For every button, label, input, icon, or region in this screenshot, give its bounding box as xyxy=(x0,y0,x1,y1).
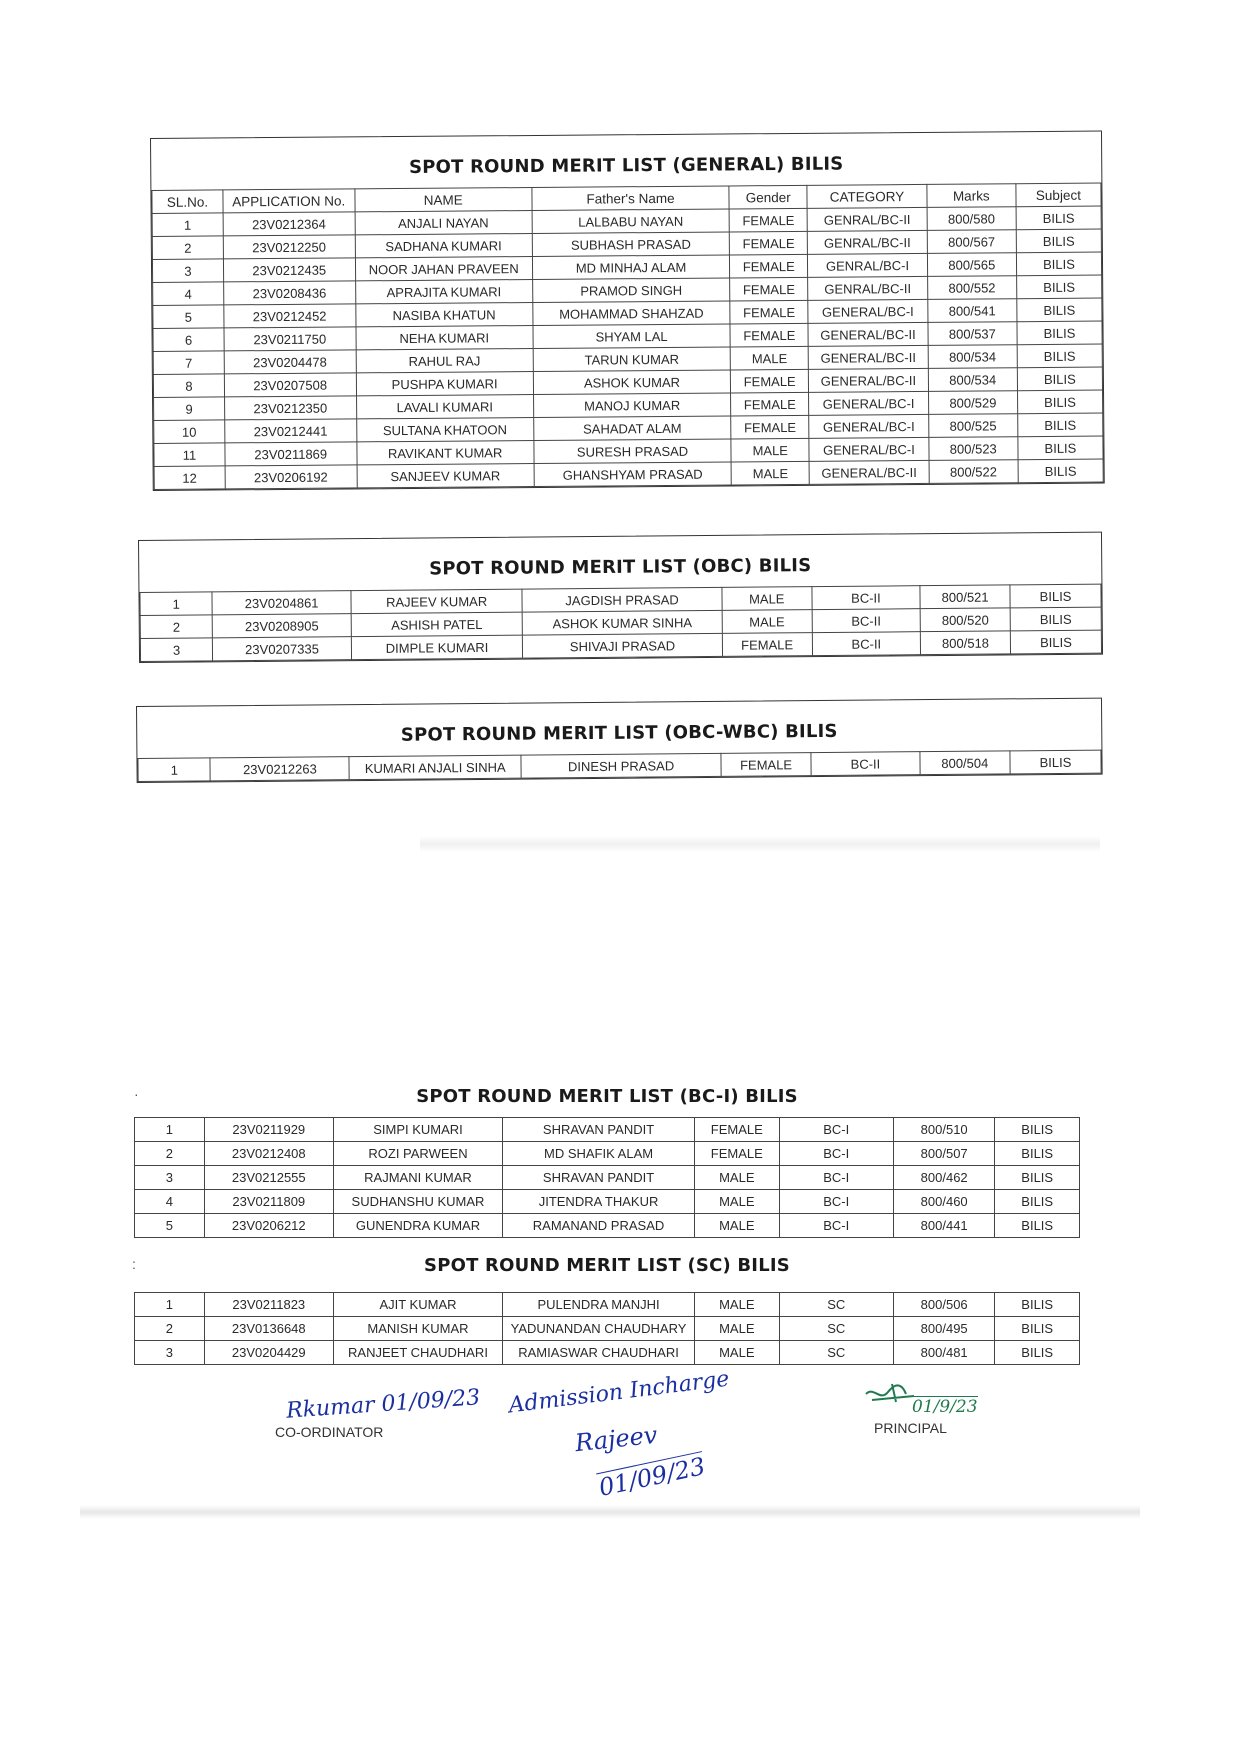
table-row xyxy=(135,1142,1080,1166)
cell-sl-no: 4 xyxy=(153,282,224,306)
cell-category: SC xyxy=(779,1293,893,1317)
cell-application-no: 23V0211823 xyxy=(204,1293,333,1317)
cell-application-no: 23V0211809 xyxy=(204,1190,333,1214)
general-merit-list xyxy=(150,131,1105,491)
cell-marks: 800/523 xyxy=(929,437,1018,461)
cell-gender: FEMALE xyxy=(695,1118,780,1142)
cell-application-no: 23V0212435 xyxy=(223,258,355,282)
cell-sl-no: 4 xyxy=(135,1190,205,1214)
table-row xyxy=(135,1214,1080,1238)
cell-marks: 800/552 xyxy=(927,276,1016,300)
cell-subject: BILIS xyxy=(1017,321,1102,345)
cell-marks: 800/534 xyxy=(928,368,1017,392)
table-row xyxy=(135,1118,1080,1142)
cell-marks: 800/529 xyxy=(928,391,1017,415)
cell-sl-no: 10 xyxy=(154,420,225,444)
cell-student-name: SULTANA KHATOON xyxy=(356,417,533,441)
scan-dot: : xyxy=(132,1256,136,1272)
cell-subject: BILIS xyxy=(1010,750,1101,774)
cell-application-no: 23V0207508 xyxy=(224,373,356,397)
cell-student-name: SUDHANSHU KUMAR xyxy=(333,1190,502,1214)
col-header-category: CATEGORY xyxy=(807,184,927,208)
cell-father-name: SURESH PRASAD xyxy=(534,439,732,464)
cell-gender: MALE xyxy=(722,587,812,611)
cell-subject: BILIS xyxy=(1018,413,1103,437)
cell-subject: BILIS xyxy=(1016,252,1101,276)
cell-subject: BILIS xyxy=(1010,607,1101,631)
bc1-table xyxy=(134,1117,1080,1238)
cell-father-name: SUBHASH PRASAD xyxy=(532,232,730,257)
cell-father-name: TARUN KUMAR xyxy=(533,347,731,372)
cell-student-name: ROZI PARWEEN xyxy=(333,1142,502,1166)
cell-student-name: RAJEEV KUMAR xyxy=(351,589,523,613)
cell-student-name: RAVIKANT KUMAR xyxy=(356,440,533,464)
principal-label: PRINCIPAL xyxy=(874,1420,947,1436)
cell-student-name: NOOR JAHAN PRAVEEN xyxy=(355,257,532,281)
cell-category: SC xyxy=(779,1317,893,1341)
cell-father-name: SHYAM LAL xyxy=(533,324,731,349)
table-row xyxy=(135,1190,1080,1214)
cell-gender: FEMALE xyxy=(730,231,808,255)
cell-father-name: SAHADAT ALAM xyxy=(533,416,731,441)
cell-category: SC xyxy=(779,1341,893,1365)
cell-father-name: RAMIASWAR CHAUDHARI xyxy=(503,1341,695,1365)
admission-incharge-date: 01/09/23 xyxy=(596,1452,708,1502)
cell-application-no: 23V0207335 xyxy=(213,637,352,661)
cell-student-name: NEHA KUMARI xyxy=(356,325,533,349)
cell-subject: BILIS xyxy=(1017,298,1102,322)
cell-sl-no: 3 xyxy=(135,1166,205,1190)
scan-artifact xyxy=(80,1505,1140,1519)
cell-student-name: AJIT KUMAR xyxy=(333,1293,502,1317)
cell-subject: BILIS xyxy=(995,1293,1080,1317)
cell-category: BC-I xyxy=(779,1166,893,1190)
cell-sl-no: 2 xyxy=(135,1317,205,1341)
cell-sl-no: 1 xyxy=(135,1118,205,1142)
cell-subject: BILIS xyxy=(1016,275,1101,299)
cell-application-no: 23V0212263 xyxy=(210,757,349,781)
cell-sl-no: 8 xyxy=(153,374,224,398)
cell-father-name: SHRAVAN PANDIT xyxy=(503,1118,695,1142)
cell-gender: FEMALE xyxy=(731,392,809,416)
cell-student-name: NASIBA KHATUN xyxy=(355,303,532,327)
cell-category: BC-II xyxy=(812,586,921,610)
cell-sl-no: 2 xyxy=(135,1142,205,1166)
cell-father-name: SHIVAJI PRASAD xyxy=(523,633,723,658)
cell-marks: 800/506 xyxy=(893,1293,994,1317)
cell-marks: 800/507 xyxy=(893,1142,994,1166)
col-header-father: Father's Name xyxy=(532,186,730,211)
sc-merit-list xyxy=(134,1255,1080,1365)
cell-application-no: 23V0206212 xyxy=(204,1214,333,1238)
cell-marks: 800/565 xyxy=(927,253,1016,277)
cell-marks: 800/495 xyxy=(893,1317,994,1341)
cell-marks: 800/510 xyxy=(893,1118,994,1142)
cell-sl-no: 3 xyxy=(135,1341,205,1365)
cell-category: GENERAL/BC-I xyxy=(809,437,929,461)
cell-marks: 800/481 xyxy=(893,1341,994,1365)
cell-application-no: 23V0208905 xyxy=(212,614,351,638)
cell-category: BC-II xyxy=(811,752,920,776)
cell-sl-no: 5 xyxy=(135,1214,205,1238)
col-header-application: APPLICATION No. xyxy=(223,189,355,213)
cell-sl-no: 9 xyxy=(154,397,225,421)
cell-marks: 800/441 xyxy=(893,1214,994,1238)
cell-category: GENERAL/BC-II xyxy=(808,345,928,369)
cell-sl-no: 1 xyxy=(135,1293,205,1317)
cell-marks: 800/518 xyxy=(920,631,1010,655)
cell-student-name: KUMARI ANJALI SINHA xyxy=(349,755,521,779)
cell-category: GENERAL/BC-I xyxy=(808,299,928,323)
cell-application-no: 23V0204861 xyxy=(212,591,351,615)
cell-application-no: 23V0136648 xyxy=(204,1317,333,1341)
scan-artifact xyxy=(420,836,1100,852)
cell-father-name: DINESH PRASAD xyxy=(521,753,721,778)
cell-category: BC-I xyxy=(779,1214,893,1238)
cell-gender: FEMALE xyxy=(721,753,811,777)
cell-category: BC-II xyxy=(812,632,921,656)
cell-father-name: PULENDRA MANJHI xyxy=(503,1293,695,1317)
cell-application-no: 23V0212408 xyxy=(204,1142,333,1166)
cell-gender: FEMALE xyxy=(730,254,808,278)
cell-subject: BILIS xyxy=(1016,229,1101,253)
cell-student-name: RANJEET CHAUDHARI xyxy=(333,1341,502,1365)
cell-sl-no: 1 xyxy=(152,213,223,237)
cell-subject: BILIS xyxy=(1016,206,1101,230)
obc-title: SPOT ROUND MERIT LIST (OBC) BILIS xyxy=(429,555,812,580)
sc-title: SPOT ROUND MERIT LIST (SC) BILIS xyxy=(424,1255,790,1276)
cell-father-name: GHANSHYAM PRASAD xyxy=(534,462,732,487)
cell-marks: 800/580 xyxy=(927,207,1016,231)
scan-dot: · xyxy=(134,1086,139,1102)
coordinator-label: CO-ORDINATOR xyxy=(275,1424,384,1440)
cell-category: BC-I xyxy=(779,1190,893,1214)
col-header-subject: Subject xyxy=(1016,183,1101,207)
cell-marks: 800/522 xyxy=(929,460,1018,484)
cell-gender: MALE xyxy=(695,1166,780,1190)
cell-subject: BILIS xyxy=(995,1118,1080,1142)
cell-gender: FEMALE xyxy=(730,323,808,347)
cell-subject: BILIS xyxy=(1017,390,1102,414)
obc-wbc-title: SPOT ROUND MERIT LIST (OBC-WBC) BILIS xyxy=(400,720,838,746)
cell-subject: BILIS xyxy=(1017,344,1102,368)
cell-student-name: DIMPLE KUMARI xyxy=(351,635,523,659)
cell-subject: BILIS xyxy=(995,1317,1080,1341)
cell-application-no: 23V0204478 xyxy=(224,350,356,374)
cell-father-name: RAMANAND PRASAD xyxy=(503,1214,695,1238)
cell-father-name: MD SHAFIK ALAM xyxy=(503,1142,695,1166)
cell-student-name: SIMPI KUMARI xyxy=(333,1118,502,1142)
col-header-gender: Gender xyxy=(729,185,807,209)
obc-merit-list xyxy=(138,532,1103,663)
cell-application-no: 23V0211750 xyxy=(224,327,356,351)
col-header-marks: Marks xyxy=(927,184,1016,208)
cell-sl-no: 1 xyxy=(140,592,213,616)
cell-father-name: MD MINHAJ ALAM xyxy=(532,255,730,280)
cell-sl-no: 2 xyxy=(152,236,223,260)
cell-student-name: MANISH KUMAR xyxy=(333,1317,502,1341)
cell-student-name: ANJALI NAYAN xyxy=(355,211,532,235)
cell-gender: MALE xyxy=(731,461,809,485)
cell-application-no: 23V0211869 xyxy=(225,442,357,466)
cell-subject: BILIS xyxy=(995,1142,1080,1166)
general-title: SPOT ROUND MERIT LIST (GENERAL) BILIS xyxy=(408,153,844,178)
cell-application-no: 23V0206192 xyxy=(225,465,357,489)
cell-sl-no: 6 xyxy=(153,328,224,352)
cell-student-name: LAVALI KUMARI xyxy=(356,394,533,418)
cell-application-no: 23V0211929 xyxy=(204,1118,333,1142)
general-table xyxy=(151,183,1103,490)
cell-application-no: 23V0208436 xyxy=(224,281,356,305)
cell-sl-no: 3 xyxy=(152,259,223,283)
cell-gender: MALE xyxy=(695,1341,780,1365)
cell-application-no: 23V0212555 xyxy=(204,1166,333,1190)
cell-father-name: LALBABU NAYAN xyxy=(532,209,730,234)
cell-application-no: 23V0212441 xyxy=(225,419,357,443)
cell-father-name: MOHAMMAD SHAHZAD xyxy=(533,301,731,326)
cell-marks: 800/541 xyxy=(928,299,1017,323)
cell-marks: 800/567 xyxy=(927,230,1016,254)
cell-gender: FEMALE xyxy=(731,415,809,439)
cell-student-name: ASHISH PATEL xyxy=(351,612,523,636)
coordinator-signature: Rkumar 01/09/23 xyxy=(285,1385,481,1424)
cell-application-no: 23V0212250 xyxy=(223,235,355,259)
cell-category: BC-I xyxy=(779,1142,893,1166)
cell-gender: MALE xyxy=(695,1190,780,1214)
cell-student-name: SADHANA KUMARI xyxy=(355,234,532,258)
cell-category: BC-II xyxy=(812,609,921,633)
cell-student-name: APRAJITA KUMARI xyxy=(355,280,532,304)
bc1-merit-list xyxy=(134,1086,1080,1238)
cell-father-name: PRAMOD SINGH xyxy=(532,278,730,303)
cell-subject: BILIS xyxy=(1017,367,1102,391)
cell-gender: MALE xyxy=(695,1214,780,1238)
cell-gender: MALE xyxy=(730,346,808,370)
cell-category: GENRAL/BC-II xyxy=(808,276,928,300)
cell-category: GENRAL/BC-I xyxy=(808,253,928,277)
cell-father-name: ASHOK KUMAR xyxy=(533,370,731,395)
cell-category: GENERAL/BC-II xyxy=(809,368,929,392)
cell-sl-no: 12 xyxy=(154,466,225,490)
cell-gender: FEMALE xyxy=(695,1142,780,1166)
cell-category: GENERAL/BC-II xyxy=(809,460,929,484)
table-row xyxy=(135,1293,1080,1317)
cell-subject: BILIS xyxy=(1010,630,1101,654)
admission-incharge-note: Admission Incharge xyxy=(507,1366,731,1419)
cell-category: GENRAL/BC-II xyxy=(807,207,927,231)
cell-sl-no: 3 xyxy=(140,638,213,662)
cell-subject: BILIS xyxy=(995,1214,1080,1238)
cell-gender: MALE xyxy=(722,610,812,634)
bc1-title: SPOT ROUND MERIT LIST (BC-I) BILIS xyxy=(416,1086,798,1107)
principal-signature-date: 01/9/23 xyxy=(912,1397,978,1417)
cell-category: GENRAL/BC-II xyxy=(808,230,928,254)
col-header-name: NAME xyxy=(354,188,531,212)
cell-gender: MALE xyxy=(695,1293,780,1317)
cell-gender: FEMALE xyxy=(729,208,807,232)
obc-table xyxy=(139,584,1102,662)
cell-student-name: RAHUL RAJ xyxy=(356,348,533,372)
cell-marks: 800/462 xyxy=(893,1166,994,1190)
obc-wbc-merit-list xyxy=(136,698,1103,783)
cell-gender: FEMALE xyxy=(722,633,812,657)
table-row xyxy=(135,1341,1080,1365)
cell-gender: MALE xyxy=(731,438,809,462)
cell-subject: BILIS xyxy=(1018,459,1103,483)
cell-subject: BILIS xyxy=(995,1166,1080,1190)
cell-category: GENERAL/BC-I xyxy=(809,391,929,415)
cell-marks: 800/534 xyxy=(928,345,1017,369)
cell-marks: 800/460 xyxy=(893,1190,994,1214)
cell-gender: FEMALE xyxy=(731,369,809,393)
cell-subject: BILIS xyxy=(995,1190,1080,1214)
cell-father-name: MANOJ KUMAR xyxy=(533,393,731,418)
cell-student-name: PUSHPA KUMARI xyxy=(356,371,533,395)
cell-marks: 800/504 xyxy=(920,751,1010,775)
table-row xyxy=(135,1317,1080,1341)
cell-category: GENERAL/BC-I xyxy=(809,414,929,438)
cell-gender: MALE xyxy=(695,1317,780,1341)
cell-category: GENERAL/BC-II xyxy=(808,322,928,346)
cell-student-name: RAJMANI KUMAR xyxy=(333,1166,502,1190)
cell-gender: FEMALE xyxy=(730,277,808,301)
cell-subject: BILIS xyxy=(1010,584,1101,608)
cell-student-name: SANJEEV KUMAR xyxy=(357,463,534,487)
cell-sl-no: 5 xyxy=(153,305,224,329)
cell-marks: 800/537 xyxy=(928,322,1017,346)
cell-father-name: YADUNANDAN CHAUDHARY xyxy=(503,1317,695,1341)
cell-father-name: ASHOK KUMAR SINHA xyxy=(522,610,722,635)
cell-subject: BILIS xyxy=(1018,436,1103,460)
col-header-slno: SL.No. xyxy=(152,190,223,214)
cell-father-name: JITENDRA THAKUR xyxy=(503,1190,695,1214)
cell-sl-no: 11 xyxy=(154,443,225,467)
cell-marks: 800/525 xyxy=(928,414,1017,438)
table-row xyxy=(135,1166,1080,1190)
cell-sl-no: 2 xyxy=(140,615,213,639)
cell-gender: FEMALE xyxy=(730,300,808,324)
cell-father-name: SHRAVAN PANDIT xyxy=(503,1166,695,1190)
cell-student-name: GUNENDRA KUMAR xyxy=(333,1214,502,1238)
cell-application-no: 23V0212452 xyxy=(224,304,356,328)
admission-incharge-signature: Rajeev xyxy=(573,1420,659,1458)
cell-father-name: JAGDISH PRASAD xyxy=(522,587,722,612)
sc-table xyxy=(134,1292,1080,1365)
cell-application-no: 23V0204429 xyxy=(204,1341,333,1365)
cell-category: BC-I xyxy=(779,1118,893,1142)
cell-marks: 800/520 xyxy=(920,608,1010,632)
cell-subject: BILIS xyxy=(995,1341,1080,1365)
cell-sl-no: 1 xyxy=(138,758,211,782)
cell-marks: 800/521 xyxy=(920,585,1010,609)
cell-application-no: 23V0212364 xyxy=(223,212,355,236)
cell-application-no: 23V0212350 xyxy=(224,396,356,420)
cell-sl-no: 7 xyxy=(153,351,224,375)
